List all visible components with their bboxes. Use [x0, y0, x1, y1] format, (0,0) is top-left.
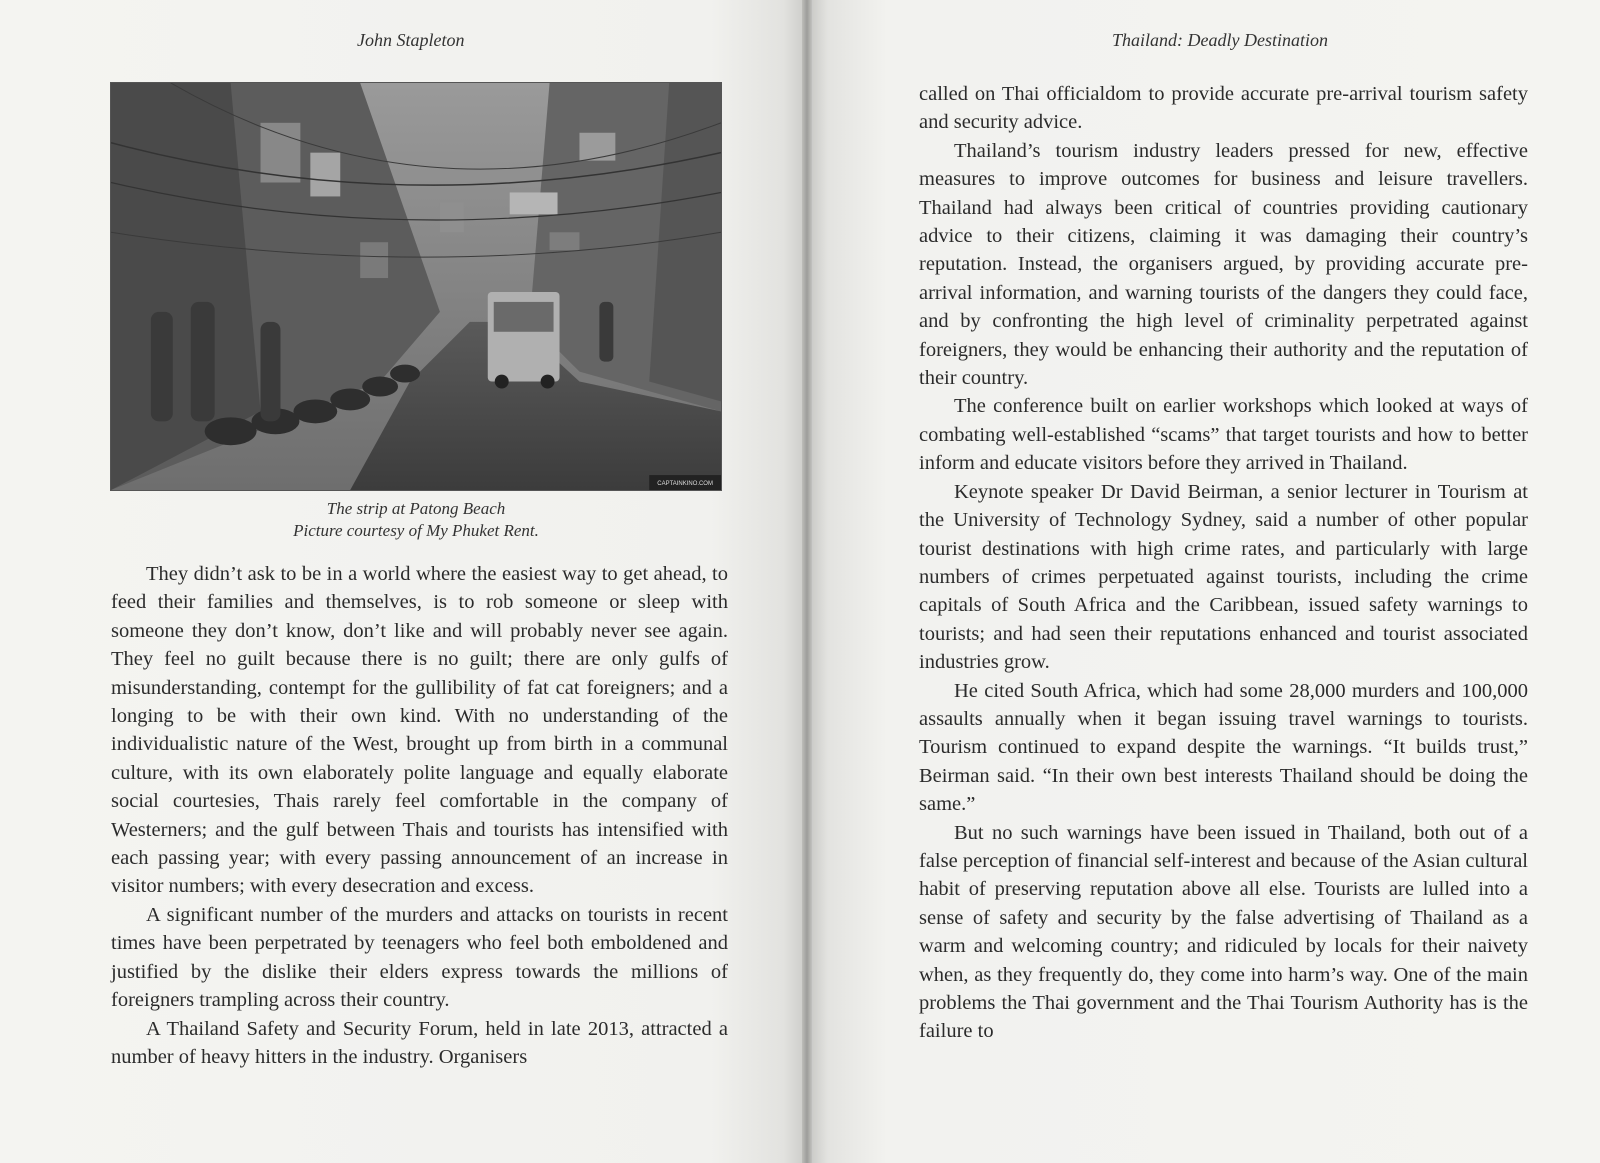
paragraph: But no such warnings have been issued in Thailand, both out of a false perception of financial self-interest and because of the Asian cultural habit of preserving reputation above all else. Tourists are lulled into a sense of safety and security by the false advertising of Thailand as a warm and welcoming country; and ridiculed by locals for their naivety when, as they frequently do, they come into harm’s way. One of the main problems the Thai government and the Thai Tourism Authority has is the failure to: [919, 821, 1528, 1043]
right-running-head: Thailand: Deadly Destination: [1112, 30, 1328, 50]
caption-credit: Picture courtesy of My Phuket Rent.: [293, 521, 539, 540]
caption-title: The strip at Patong Beach: [326, 499, 506, 518]
paragraph: called on Thai officialdom to provide accurate pre-arrival tourism safety and security advice.: [919, 83, 1528, 134]
street-photo: [110, 82, 722, 491]
right-page: [808, 0, 1600, 1163]
right-body-text: [919, 80, 1528, 1046]
left-running-head: John Stapleton: [357, 30, 465, 50]
book-gutter: [802, 0, 812, 1163]
paragraph: He cited South Africa, which had some 28,000 murders and 100,000 assaults annually when it began issuing travel warnings to tourists. Tourism continued to expand despite the warnings. “It builds trust,” Beirman said. “In their own best interests Thailand should be doing the same.”: [919, 679, 1528, 816]
photo-caption: [110, 498, 722, 542]
street-photo-illustration: [111, 83, 721, 490]
photo-watermark: CAPTAINKINO.COM: [657, 481, 713, 488]
paragraph: The conference built on earlier workshops which looked at ways of combating well-established “scams” that target tourists and how to better inform and educate visitors before they arrived in Thailand.: [919, 395, 1528, 475]
paragraph: They didn’t ask to be in a world where the easiest way to get ahead, to feed their families and themselves, is to rob someone or sleep with someone they don’t know, don’t like and will probably never see again. They feel no guilt because there is no guilt; there are only gulfs of misunderstanding, contempt for the gullibility of fat cat foreigners; and a longing to be with their own kind. With no understanding of the individualistic nature of the West, brought up from birth in a communal culture, with its own elaborately polite language and equally elaborate social courtesies, Thais rarely feel comfortable in the company of Westerners; and the gulf between Thais and tourists has intensified with each passing year; with every passing announcement of an increase in visitor numbers; with every desecration and excess.: [111, 563, 728, 898]
paragraph: Thailand’s tourism industry leaders pressed for new, effective measures to improve outcomes for business and leisure travellers. Thailand had always been critical of countries providing cautionary advice to their citizens, claiming it was damaging their country’s reputation. Instead, the organisers argued, by providing accurate pre-arrival information, and warning tourists of the dangers they could face, and by confronting the high level of criminality perpetrated against foreigners, they would be enhancing their authority and the reputation of their country.: [919, 139, 1528, 390]
paragraph: A significant number of the murders and attacks on tourists in recent times have been perpetrated by teenagers who feel both emboldened and justified by the dislike their elders express towards the millions of foreigners trampling across their country.: [111, 903, 728, 1012]
left-body-text: [111, 560, 728, 1071]
paragraph: Keynote speaker Dr David Beirman, a senior lecturer in Tourism at the University of Technology Sydney, said a number of other popular tourist destinations with high crime rates, and particularly with large numbers of crimes perpetuated against tourists, including the crime capitals of South Africa and the Caribbean, issued safety warnings to tourists; and had seen their reputations enhanced and tourist associated industries grow.: [919, 480, 1528, 674]
paragraph: A Thailand Safety and Security Forum, held in late 2013, attracted a number of heavy hitters in the industry. Organisers: [111, 1017, 728, 1068]
